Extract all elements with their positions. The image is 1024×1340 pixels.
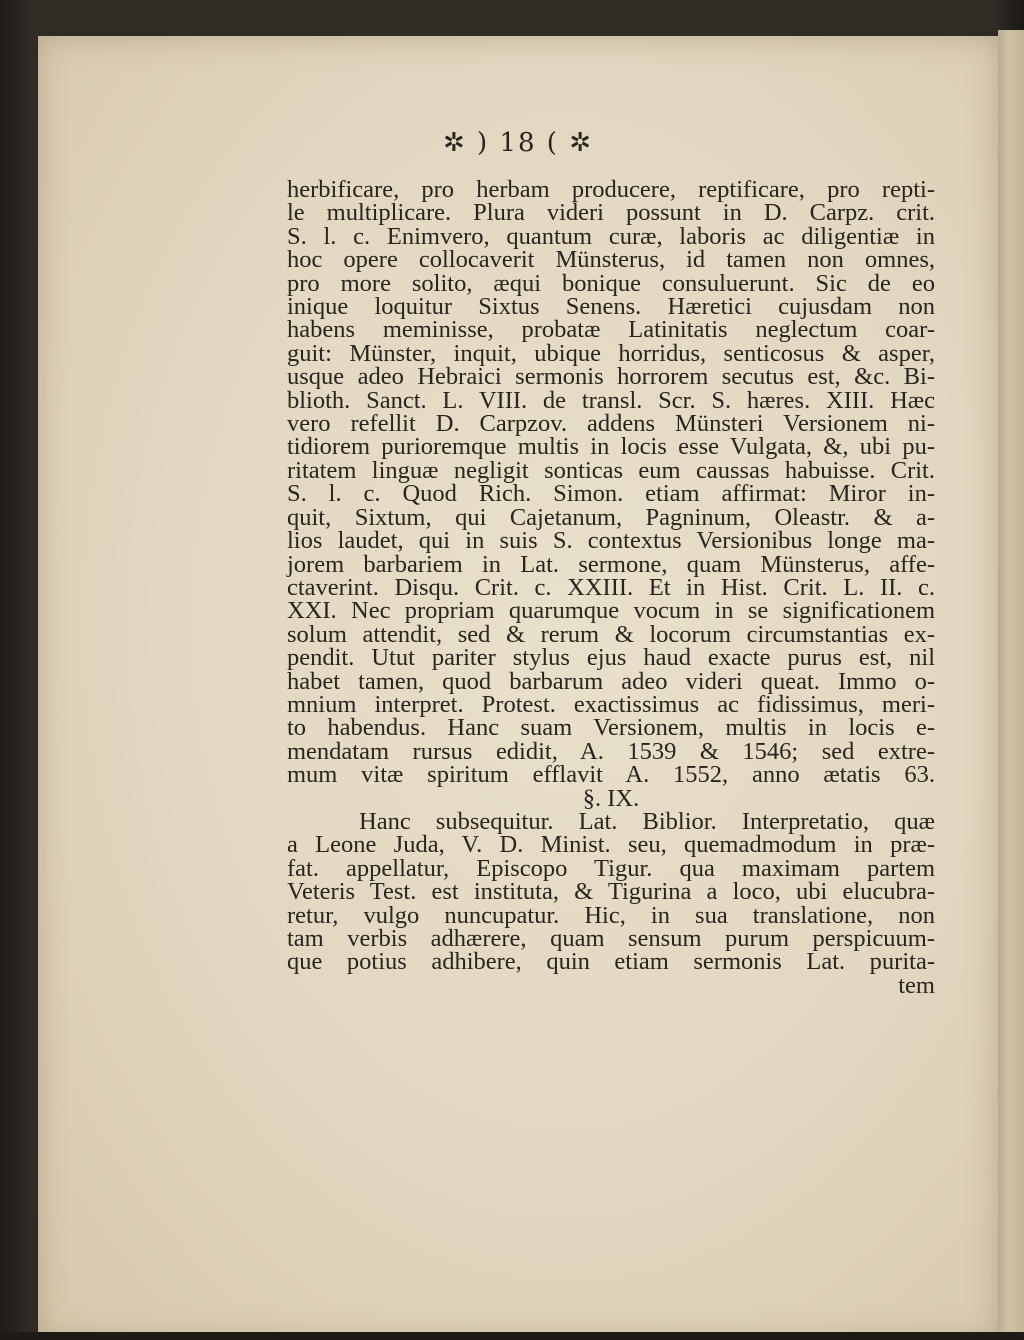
section-heading: §. IX. [582,784,640,812]
text-line: vero refellit D. Carpzov. addens Münsteri Versionem ni- [287,410,935,438]
catchword: tem [898,971,935,999]
text-line: ritatem linguæ negligit sonticas eum caussas habuisse. Crit. [287,456,935,484]
text-line: quit, Sixtum, qui Cajetanum, Pagninum, Oleastr. & a- [287,503,935,531]
paragraph-line: tam verbis adhærere, quam sensum purum perspicuum- [287,925,935,952]
paragraph-line: Veteris Test. est instituta, & Tigurina a loco, ubi elucubra- [287,878,935,906]
text-line: S. l. c. Quod Rich. Simon. etiam affirmat: Miror in- [287,480,935,508]
text-line: inique loquitur Sixtus Senens. Hæretici cujusdam non [287,293,935,321]
paragraph-line: retur, vulgo nuncupatur. Hic, in sua translatione, non [287,901,935,929]
text-line: solum attendit, sed & rerum & locorum circumstantias ex- [287,620,935,648]
text-line: habens meminisse, probatæ Latinitatis neglectum coar- [287,316,935,344]
paragraph-line: que potius adhibere, quin etiam sermonis Lat. purita- [287,948,935,976]
text-line: lios laudet, qui in suis S. contextus Versionibus longe ma- [287,527,935,555]
page-header: ✲ ) 18 ( ✲ [443,128,593,158]
text-line: to habendus. Hanc suam Versionem, multis in locis e- [287,714,935,742]
text-line: mum vitæ spiritum efflavit A. 1552, anno ætatis 63. [287,761,935,789]
paragraph-line: a Leone Juda, V. D. Minist. seu, quemadmodum in præ- [287,831,935,859]
text-line: ctaverint. Disqu. Crit. c. XXIII. Et in Hist. Crit. L. II. c. [287,573,935,601]
text-line: XXI. Nec propriam quarumque vocum in se significationem [287,597,935,625]
text-line: pendit. Utut pariter stylus ejus haud exacte purus est, nil [287,644,935,672]
adjacent-page-edge [998,30,1024,1340]
text-line: guit: Münster, inquit, ubique horridus, senticosus & asper, [287,339,935,367]
paragraph-line: fat. appellatur, Episcopo Tigur. qua maximam partem [287,854,935,882]
text-line: jorem barbariem in Lat. sermone, quam Münsterus, affe- [287,550,935,578]
text-line: blioth. Sanct. L. VIII. de transl. Scr. S. hæres. XIII. Hæc [287,386,935,414]
body-text [287,178,935,997]
text-line: tidiorem purioremque multis in locis esse Vulgata, &, ubi pu- [287,433,935,461]
text-line: habet tamen, quod barbarum adeo videri queat. Immo o- [287,667,935,695]
text-line: mnium interpret. Protest. exactissimus ac fidissimus, meri- [287,690,935,718]
text-line: hoc opere collocaverit Münsterus, id tamen non omnes, [287,246,935,274]
paragraph-line: Hanc subsequitur. Lat. Biblior. Interpretatio, quæ [359,807,935,835]
text-line: le multiplicare. Plura videri possunt in D. Carpz. crit. [287,199,935,227]
text-line: S. l. c. Enimvero, quantum curæ, laboris ac diligentiæ in [287,222,935,250]
text-line: herbificare, pro herbam producere, reptificare, pro repti- [287,176,935,203]
scan-bottom-edge [0,1332,1024,1340]
text-line: usque adeo Hebraici sermonis horrorem secutus est, &c. Bi- [287,363,935,391]
text-line: mendatam rursus edidit, A. 1539 & 1546; sed extre- [287,737,935,765]
text-line: pro more solito, æqui bonique consuluerunt. Sic de eo [287,269,935,297]
